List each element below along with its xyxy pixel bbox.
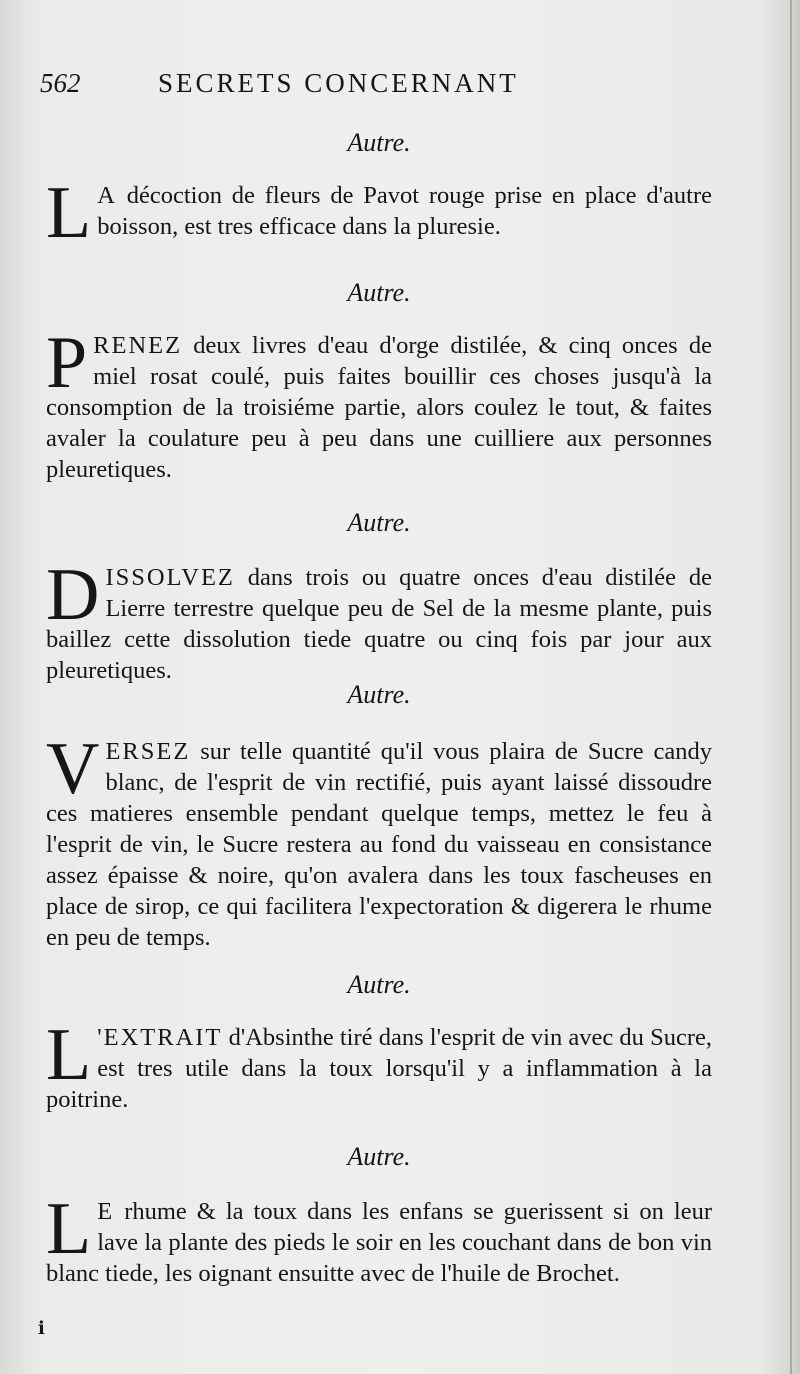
drop-cap: L xyxy=(46,1014,92,1096)
section-title: Autre. xyxy=(347,1142,411,1171)
recipe-paragraph xyxy=(46,1188,712,1289)
recipe-section xyxy=(46,554,713,686)
section-title: Autre. xyxy=(347,680,411,709)
recipe-text: rhume & la toux dans les enfans se guerissent si on leur lave la plante des pieds le soir en les couchant dans de bon vin blanc tiede, les oignant ensuitte avec de l'huile de Brochet. xyxy=(46,1198,712,1287)
recipe-section xyxy=(46,172,713,254)
lead-word: E xyxy=(97,1198,115,1225)
recipe-section xyxy=(46,1014,712,1115)
recipe-section xyxy=(46,728,712,953)
recipe-text: décoction de fleurs de Pavot rouge prise en place d'autre boisson, est tres efficace dans la pluresie. xyxy=(97,182,713,240)
lead-word: A xyxy=(97,182,117,209)
lead-word: RENEZ xyxy=(93,332,183,359)
section-title: Autre. xyxy=(347,278,411,307)
recipe-section xyxy=(46,322,712,485)
recipe-text: deux livres d'eau d'orge distilée, & cinq onces de miel rosat coulé, puis faites bouillir ces choses jusqu'à la consomption de la troisiéme partie, alors coulez le tout, & faites avaler la coulature peu à peu dans une cuilliere aux personnes pleuretiques. xyxy=(46,332,712,483)
drop-cap: L xyxy=(46,1188,92,1270)
running-head: SECRETS CONCERNANT xyxy=(158,68,519,98)
printer-mark: ℹ xyxy=(38,1318,45,1338)
recipe-paragraph xyxy=(46,322,712,485)
section-title: Autre. xyxy=(347,508,411,537)
lead-word: ISSOLVEZ xyxy=(105,564,235,591)
lead-word: 'EXTRAIT xyxy=(97,1024,223,1051)
recipe-paragraph xyxy=(46,1014,712,1115)
recipe-text: dans trois ou quatre onces d'eau distilée de Lierre terrestre quelque peu de Sel de la mesme plante, puis baillez cette dissolution tiede quatre ou cinq fois par jour aux pleuretiques. xyxy=(46,564,713,684)
recipe-section xyxy=(46,1188,712,1289)
section-title: Autre. xyxy=(347,970,411,999)
drop-cap: L xyxy=(46,172,92,254)
page-number: 562 xyxy=(40,68,81,98)
recipe-text: sur telle quantité qu'il vous plaira de Sucre candy blanc, de l'esprit de vin rectifié, puis ayant laissé dissoudre ces matieres ensemble pendant quelque temps, mettez le feu à l'esprit de vin, le Sucre restera au fond du vaisseau en consistance assez épaisse & noire, qu'on avalera dans les toux fascheuses en place de sirop, ce qui facilitera l'expectoration & digerera le rhume en peu de temps. xyxy=(46,738,712,951)
drop-cap: P xyxy=(46,322,88,404)
section-title: Autre. xyxy=(347,128,411,157)
recipe-paragraph xyxy=(46,172,713,254)
recipe-text: d'Absinthe tiré dans l'esprit de vin avec du Sucre, est tres utile dans la toux lorsqu'il y a inflammation à la poitrine. xyxy=(46,1024,712,1113)
page-header xyxy=(40,68,600,108)
lead-word: ERSEZ xyxy=(105,738,191,765)
drop-cap: V xyxy=(46,728,100,810)
recipe-paragraph xyxy=(46,728,712,953)
drop-cap: D xyxy=(46,554,100,636)
recipe-paragraph xyxy=(46,554,713,686)
page-edge xyxy=(790,0,792,1374)
